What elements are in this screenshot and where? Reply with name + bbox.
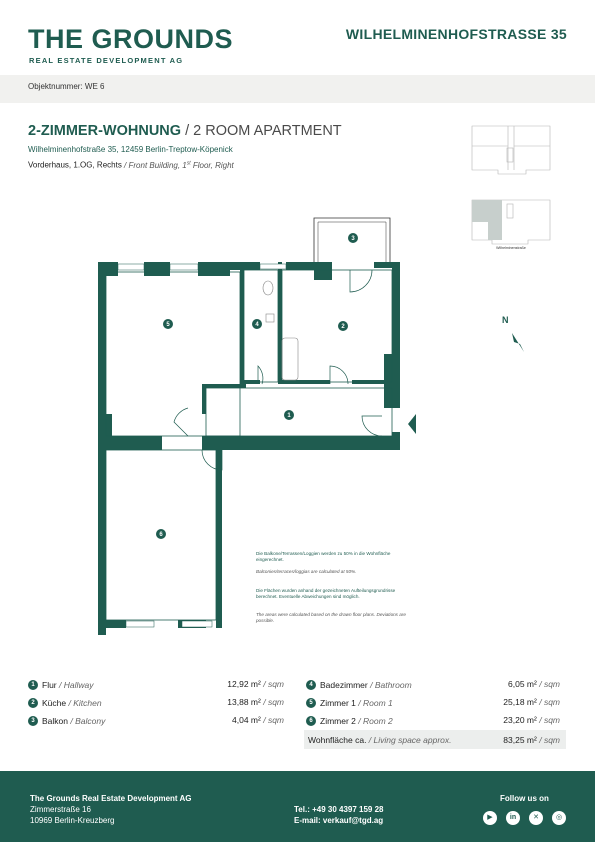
room-row-4-area: 6,05 m² / sqm [508, 679, 560, 689]
room-marker-3-label: 3 [351, 236, 355, 243]
instagram-icon[interactable]: ◎ [552, 811, 566, 825]
room-row-1: 1 Flur / Hallway [28, 679, 94, 694]
note-areas-en: The areas were calculated based on the drawn floor plans. Deviations are possible. [256, 612, 406, 623]
room-row-5-area: 25,18 m² / sqm [503, 697, 560, 707]
follow-us-label: Follow us on [500, 794, 549, 803]
note-balcony-de: Die Balkone/Terrassen/Loggien werden zu 50% in die Wohnfläche eingerechnet. [256, 551, 391, 562]
room-row-6-area: 23,20 m² / sqm [503, 715, 560, 725]
apartment-address: Wilhelminenhofstraße 35, 12459 Berlin-Treptow-Köpenick [28, 145, 233, 154]
room-row-2: 2 Küche / Kitchen [28, 697, 102, 712]
room-row-5: 5 Zimmer 1 / Room 1 [306, 697, 393, 712]
site-plan-street-label: Wilhelminenstraße [496, 246, 526, 250]
apartment-title: 2-ZIMMER-WOHNUNG / 2 ROOM APARTMENT [28, 123, 342, 139]
brand-logo-subtitle: REAL ESTATE DEVELOPMENT AG [29, 56, 184, 65]
room-marker-4-label: 4 [255, 322, 259, 329]
total-living-space: Wohnfläche ca. / Living space approx. [308, 735, 452, 745]
footer-email[interactable]: E-mail: verkauf@tgd.ag [294, 816, 384, 825]
north-label: N [502, 315, 509, 325]
room-marker-6-label: 6 [159, 532, 163, 539]
total-living-space-area: 83,25 m² / sqm [503, 735, 560, 745]
brand-logo-title: THE GROUNDS [28, 24, 234, 54]
footer-address [30, 793, 192, 826]
room-row-1-area: 12,92 m² / sqm [227, 679, 284, 689]
footer-street: Zimmerstraße 16 [30, 805, 91, 814]
room-marker-2-label: 2 [341, 324, 345, 331]
room-row-2-area: 13,88 m² / sqm [227, 697, 284, 707]
room-row-6: 6 Zimmer 2 / Room 2 [306, 715, 393, 730]
room-row-3-area: 4,04 m² / sqm [232, 715, 284, 725]
footer-city: 10969 Berlin-Kreuzberg [30, 816, 115, 825]
note-areas-de: Die Flächen wurden anhand der gezeichneten Aufteilungsgrundrisse berechnet. Eventuelle Abweichungen sind möglich. [256, 588, 396, 599]
apartment-title-en: 2 ROOM APARTMENT [193, 123, 342, 139]
linkedin-icon[interactable]: in [506, 811, 520, 825]
room-row-4: 4 Badezimmer / Bathroom [306, 679, 412, 694]
room-row-3: 3 Balkon / Balcony [28, 715, 105, 730]
site-plan-thumbnails [468, 118, 558, 253]
header-street: WILHELMINENHOFSTRASSE 35 [345, 26, 567, 42]
object-number: Objektnummer: WE 6 [28, 82, 105, 91]
room-marker-5-label: 5 [166, 322, 170, 329]
north-arrow-icon [510, 330, 530, 356]
room-marker-1-label: 1 [287, 413, 291, 420]
note-balcony-en: Balconies/terraces/loggias are calculated at 50%. [256, 569, 357, 574]
apartment-title-de: 2-ZIMMER-WOHNUNG [28, 123, 182, 139]
apartment-floor: Vorderhaus, 1.OG, Rechts / Front Building, 1st Floor, Right [28, 160, 234, 170]
footer-contact [294, 804, 383, 826]
footer-phone[interactable]: Tel.: +49 30 4397 159 28 [294, 805, 384, 814]
xing-icon[interactable]: ✕ [529, 811, 543, 825]
youtube-icon[interactable]: ▶ [483, 811, 497, 825]
footer-company: The Grounds Real Estate Development AG [30, 794, 192, 803]
